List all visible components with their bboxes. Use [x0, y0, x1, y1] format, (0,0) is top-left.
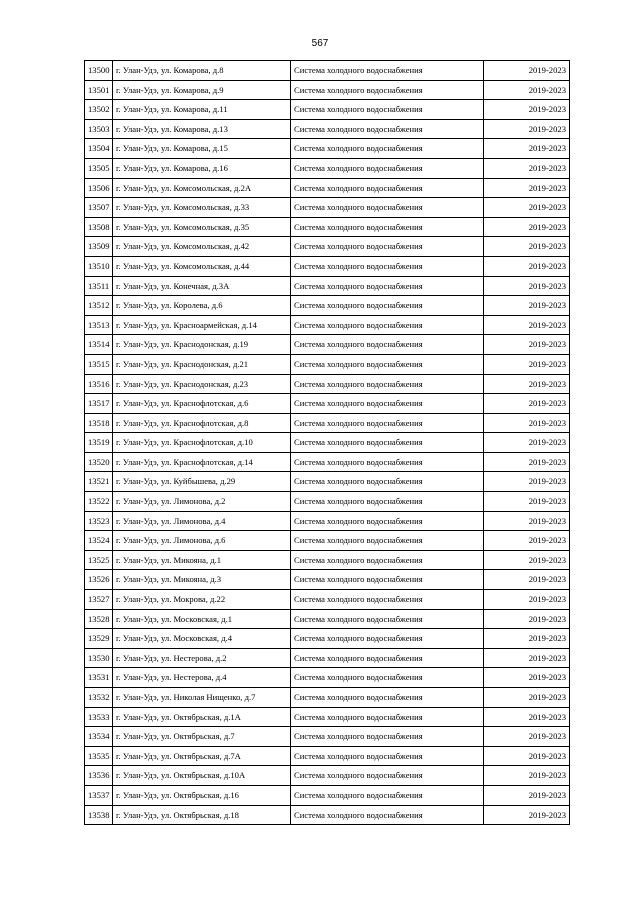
- table-row: [85, 785, 570, 805]
- registry-table-body: [85, 61, 570, 825]
- system-cell: Система холодного водоснабжения: [291, 472, 484, 492]
- period-cell: 2019-2023: [484, 374, 570, 394]
- address-cell: г. Улан-Удэ, ул. Лимонова, д.4: [113, 511, 291, 531]
- system-cell: Система холодного водоснабжения: [291, 766, 484, 786]
- table-row: [85, 472, 570, 492]
- period-cell: 2019-2023: [484, 629, 570, 649]
- row-id-cell: 13516: [85, 374, 113, 394]
- table-row: [85, 531, 570, 551]
- period-cell: 2019-2023: [484, 648, 570, 668]
- table-row: [85, 688, 570, 708]
- address-cell: г. Улан-Удэ, ул. Куйбышева, д.29: [113, 472, 291, 492]
- address-cell: г. Улан-Удэ, ул. Комарова, д.16: [113, 158, 291, 178]
- system-cell: Система холодного водоснабжения: [291, 256, 484, 276]
- period-cell: 2019-2023: [484, 785, 570, 805]
- period-cell: 2019-2023: [484, 531, 570, 551]
- address-cell: г. Улан-Удэ, ул. Нестерова, д.2: [113, 648, 291, 668]
- row-id-cell: 13510: [85, 256, 113, 276]
- period-cell: 2019-2023: [484, 100, 570, 120]
- system-cell: Система холодного водоснабжения: [291, 805, 484, 825]
- table-row: [85, 766, 570, 786]
- table-row: [85, 100, 570, 120]
- row-id-cell: 13513: [85, 315, 113, 335]
- address-cell: г. Улан-Удэ, ул. Октябрьская, д.16: [113, 785, 291, 805]
- address-cell: г. Улан-Удэ, ул. Октябрьская, д.7: [113, 727, 291, 747]
- period-cell: 2019-2023: [484, 139, 570, 159]
- period-cell: 2019-2023: [484, 158, 570, 178]
- period-cell: 2019-2023: [484, 590, 570, 610]
- row-id-cell: 13518: [85, 413, 113, 433]
- row-id-cell: 13534: [85, 727, 113, 747]
- address-cell: г. Улан-Удэ, ул. Комарова, д.8: [113, 61, 291, 81]
- period-cell: 2019-2023: [484, 237, 570, 257]
- address-cell: г. Улан-Удэ, ул. Нестерова, д.4: [113, 668, 291, 688]
- row-id-cell: 13536: [85, 766, 113, 786]
- row-id-cell: 13530: [85, 648, 113, 668]
- table-row: [85, 394, 570, 414]
- table-row: [85, 80, 570, 100]
- address-cell: г. Улан-Удэ, ул. Комсомольская, д.42: [113, 237, 291, 257]
- address-cell: г. Улан-Удэ, ул. Комсомольская, д.44: [113, 256, 291, 276]
- table-row: [85, 452, 570, 472]
- table-row: [85, 550, 570, 570]
- row-id-cell: 13528: [85, 609, 113, 629]
- address-cell: г. Улан-Удэ, ул. Краснофлотская, д.8: [113, 413, 291, 433]
- system-cell: Система холодного водоснабжения: [291, 433, 484, 453]
- address-cell: г. Улан-Удэ, ул. Краснофлотская, д.6: [113, 394, 291, 414]
- row-id-cell: 13514: [85, 335, 113, 355]
- row-id-cell: 13502: [85, 100, 113, 120]
- row-id-cell: 13538: [85, 805, 113, 825]
- row-id-cell: 13520: [85, 452, 113, 472]
- system-cell: Система холодного водоснабжения: [291, 158, 484, 178]
- system-cell: Система холодного водоснабжения: [291, 785, 484, 805]
- system-cell: Система холодного водоснабжения: [291, 61, 484, 81]
- table-row: [85, 374, 570, 394]
- address-cell: г. Улан-Удэ, ул. Комсомольская, д.35: [113, 217, 291, 237]
- system-cell: Система холодного водоснабжения: [291, 570, 484, 590]
- table-row: [85, 629, 570, 649]
- row-id-cell: 13521: [85, 472, 113, 492]
- table-row: [85, 335, 570, 355]
- table-row: [85, 256, 570, 276]
- period-cell: 2019-2023: [484, 217, 570, 237]
- period-cell: 2019-2023: [484, 492, 570, 512]
- address-cell: г. Улан-Удэ, ул. Октябрьская, д.1А: [113, 707, 291, 727]
- row-id-cell: 13503: [85, 119, 113, 139]
- row-id-cell: 13522: [85, 492, 113, 512]
- system-cell: Система холодного водоснабжения: [291, 276, 484, 296]
- address-cell: г. Улан-Удэ, ул. Комарова, д.13: [113, 119, 291, 139]
- row-id-cell: 13504: [85, 139, 113, 159]
- system-cell: Система холодного водоснабжения: [291, 100, 484, 120]
- period-cell: 2019-2023: [484, 276, 570, 296]
- row-id-cell: 13517: [85, 394, 113, 414]
- period-cell: 2019-2023: [484, 511, 570, 531]
- system-cell: Система холодного водоснабжения: [291, 492, 484, 512]
- system-cell: Система холодного водоснабжения: [291, 335, 484, 355]
- period-cell: 2019-2023: [484, 296, 570, 316]
- row-id-cell: 13515: [85, 354, 113, 374]
- period-cell: 2019-2023: [484, 668, 570, 688]
- system-cell: Система холодного водоснабжения: [291, 707, 484, 727]
- table-row: [85, 570, 570, 590]
- address-cell: г. Улан-Удэ, ул. Краснофлотская, д.14: [113, 452, 291, 472]
- period-cell: 2019-2023: [484, 452, 570, 472]
- period-cell: 2019-2023: [484, 550, 570, 570]
- system-cell: Система холодного водоснабжения: [291, 198, 484, 218]
- table-row: [85, 805, 570, 825]
- table-row: [85, 433, 570, 453]
- period-cell: 2019-2023: [484, 80, 570, 100]
- address-cell: г. Улан-Удэ, ул. Московская, д.1: [113, 609, 291, 629]
- period-cell: 2019-2023: [484, 433, 570, 453]
- address-cell: г. Улан-Удэ, ул. Лимонова, д.6: [113, 531, 291, 551]
- period-cell: 2019-2023: [484, 394, 570, 414]
- system-cell: Система холодного водоснабжения: [291, 609, 484, 629]
- row-id-cell: 13519: [85, 433, 113, 453]
- table-row: [85, 354, 570, 374]
- row-id-cell: 13533: [85, 707, 113, 727]
- system-cell: Система холодного водоснабжения: [291, 511, 484, 531]
- system-cell: Система холодного водоснабжения: [291, 590, 484, 610]
- system-cell: Система холодного водоснабжения: [291, 119, 484, 139]
- table-row: [85, 707, 570, 727]
- row-id-cell: 13535: [85, 746, 113, 766]
- table-row: [85, 492, 570, 512]
- row-id-cell: 13500: [85, 61, 113, 81]
- address-cell: г. Улан-Удэ, ул. Краснофлотская, д.10: [113, 433, 291, 453]
- system-cell: Система холодного водоснабжения: [291, 452, 484, 472]
- address-cell: г. Улан-Удэ, ул. Комсомольская, д.2А: [113, 178, 291, 198]
- row-id-cell: 13509: [85, 237, 113, 257]
- table-row: [85, 217, 570, 237]
- table-row: [85, 746, 570, 766]
- system-cell: Система холодного водоснабжения: [291, 746, 484, 766]
- address-cell: г. Улан-Удэ, ул. Краснодонская, д.19: [113, 335, 291, 355]
- table-row: [85, 511, 570, 531]
- row-id-cell: 13523: [85, 511, 113, 531]
- period-cell: 2019-2023: [484, 256, 570, 276]
- address-cell: г. Улан-Удэ, ул. Конечная, д.3А: [113, 276, 291, 296]
- system-cell: Система холодного водоснабжения: [291, 550, 484, 570]
- address-cell: г. Улан-Удэ, ул. Московская, д.4: [113, 629, 291, 649]
- system-cell: Система холодного водоснабжения: [291, 668, 484, 688]
- row-id-cell: 13505: [85, 158, 113, 178]
- address-cell: г. Улан-Удэ, ул. Николая Нищенко, д.7: [113, 688, 291, 708]
- system-cell: Система холодного водоснабжения: [291, 237, 484, 257]
- period-cell: 2019-2023: [484, 609, 570, 629]
- row-id-cell: 13511: [85, 276, 113, 296]
- row-id-cell: 13506: [85, 178, 113, 198]
- row-id-cell: 13524: [85, 531, 113, 551]
- address-cell: г. Улан-Удэ, ул. Октябрьская, д.7А: [113, 746, 291, 766]
- table-row: [85, 413, 570, 433]
- row-id-cell: 13508: [85, 217, 113, 237]
- table-row: [85, 648, 570, 668]
- period-cell: 2019-2023: [484, 178, 570, 198]
- period-cell: 2019-2023: [484, 570, 570, 590]
- table-row: [85, 61, 570, 81]
- row-id-cell: 13512: [85, 296, 113, 316]
- row-id-cell: 13527: [85, 590, 113, 610]
- period-cell: 2019-2023: [484, 198, 570, 218]
- row-id-cell: 13529: [85, 629, 113, 649]
- row-id-cell: 13537: [85, 785, 113, 805]
- address-cell: г. Улан-Удэ, ул. Октябрьская, д.10А: [113, 766, 291, 786]
- period-cell: 2019-2023: [484, 727, 570, 747]
- system-cell: Система холодного водоснабжения: [291, 374, 484, 394]
- system-cell: Система холодного водоснабжения: [291, 354, 484, 374]
- period-cell: 2019-2023: [484, 354, 570, 374]
- system-cell: Система холодного водоснабжения: [291, 394, 484, 414]
- address-cell: г. Улан-Удэ, ул. Красноармейская, д.14: [113, 315, 291, 335]
- period-cell: 2019-2023: [484, 766, 570, 786]
- system-cell: Система холодного водоснабжения: [291, 727, 484, 747]
- table-row: [85, 119, 570, 139]
- system-cell: Система холодного водоснабжения: [291, 315, 484, 335]
- address-cell: г. Улан-Удэ, ул. Комарова, д.9: [113, 80, 291, 100]
- table-row: [85, 198, 570, 218]
- table-row: [85, 276, 570, 296]
- address-cell: г. Улан-Удэ, ул. Королева, д.6: [113, 296, 291, 316]
- period-cell: 2019-2023: [484, 61, 570, 81]
- period-cell: 2019-2023: [484, 335, 570, 355]
- table-row: [85, 296, 570, 316]
- system-cell: Система холодного водоснабжения: [291, 80, 484, 100]
- row-id-cell: 13501: [85, 80, 113, 100]
- page-number: 567: [311, 38, 329, 49]
- table-row: [85, 590, 570, 610]
- table-row: [85, 609, 570, 629]
- period-cell: 2019-2023: [484, 746, 570, 766]
- system-cell: Система холодного водоснабжения: [291, 139, 484, 159]
- system-cell: Система холодного водоснабжения: [291, 178, 484, 198]
- row-id-cell: 13531: [85, 668, 113, 688]
- address-cell: г. Улан-Удэ, ул. Краснодонская, д.23: [113, 374, 291, 394]
- table-row: [85, 139, 570, 159]
- address-cell: г. Улан-Удэ, ул. Краснодонская, д.21: [113, 354, 291, 374]
- period-cell: 2019-2023: [484, 472, 570, 492]
- address-cell: г. Улан-Удэ, ул. Микояна, д.1: [113, 550, 291, 570]
- registry-table: [84, 60, 570, 825]
- row-id-cell: 13525: [85, 550, 113, 570]
- address-cell: г. Улан-Удэ, ул. Микояна, д.3: [113, 570, 291, 590]
- address-cell: г. Улан-Удэ, ул. Мокрова, д.22: [113, 590, 291, 610]
- table-row: [85, 668, 570, 688]
- table-row: [85, 237, 570, 257]
- address-cell: г. Улан-Удэ, ул. Комарова, д.11: [113, 100, 291, 120]
- period-cell: 2019-2023: [484, 805, 570, 825]
- address-cell: г. Улан-Удэ, ул. Октябрьская, д.18: [113, 805, 291, 825]
- period-cell: 2019-2023: [484, 707, 570, 727]
- row-id-cell: 13507: [85, 198, 113, 218]
- table-row: [85, 178, 570, 198]
- table-row: [85, 315, 570, 335]
- period-cell: 2019-2023: [484, 119, 570, 139]
- table-row: [85, 158, 570, 178]
- period-cell: 2019-2023: [484, 688, 570, 708]
- row-id-cell: 13532: [85, 688, 113, 708]
- system-cell: Система холодного водоснабжения: [291, 531, 484, 551]
- system-cell: Система холодного водоснабжения: [291, 413, 484, 433]
- system-cell: Система холодного водоснабжения: [291, 648, 484, 668]
- system-cell: Система холодного водоснабжения: [291, 629, 484, 649]
- period-cell: 2019-2023: [484, 413, 570, 433]
- system-cell: Система холодного водоснабжения: [291, 217, 484, 237]
- period-cell: 2019-2023: [484, 315, 570, 335]
- address-cell: г. Улан-Удэ, ул. Лимонова, д.2: [113, 492, 291, 512]
- row-id-cell: 13526: [85, 570, 113, 590]
- address-cell: г. Улан-Удэ, ул. Комарова, д.15: [113, 139, 291, 159]
- system-cell: Система холодного водоснабжения: [291, 296, 484, 316]
- system-cell: Система холодного водоснабжения: [291, 688, 484, 708]
- table-row: [85, 727, 570, 747]
- address-cell: г. Улан-Удэ, ул. Комсомольская, д.33: [113, 198, 291, 218]
